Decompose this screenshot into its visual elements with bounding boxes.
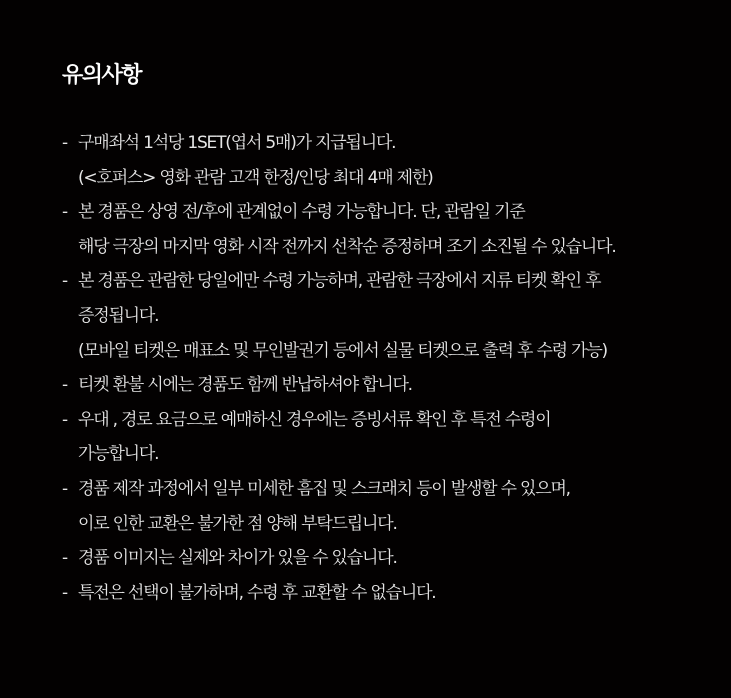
- bullet-dash: -: [62, 548, 67, 569]
- notice-line: [62, 195, 731, 230]
- notice-text: (<호퍼스> 영화 관람 고객 한정/인당 최대 4매 제한): [78, 167, 433, 188]
- notice-text: 경품 제작 과정에서 일부 미세한 흠집 및 스크래치 등이 발생할 수 있으며,: [78, 478, 570, 499]
- bullet-dash: -: [62, 133, 67, 153]
- notice-text: 증정됩니다.: [78, 305, 159, 326]
- notice-text: 특전은 선택이 불가하며, 수령 후 교환할 수 없습니다.: [78, 582, 436, 603]
- notice-line: [62, 541, 731, 576]
- bullet-dash: -: [62, 271, 67, 292]
- notice-line: [62, 368, 731, 403]
- notice-line-continued: [62, 507, 731, 542]
- notice-line: [62, 576, 731, 611]
- bullet-dash: -: [62, 375, 67, 396]
- notice-line-continued: [62, 334, 731, 369]
- notice-line-continued: [62, 437, 731, 472]
- notice-line: [62, 264, 731, 299]
- notice-line-continued: [62, 299, 731, 334]
- notice-text: 가능합니다.: [78, 444, 159, 465]
- notice-text: 본 경품은 상영 전/후에 관계없이 수령 가능합니다. 단, 관람일 기준: [78, 202, 525, 223]
- bullet-dash: -: [62, 582, 67, 603]
- bullet-dash: -: [62, 202, 67, 223]
- notice-line: [62, 403, 731, 438]
- notice-text: 우대 , 경로 요금으로 예매하신 경우에는 증빙서류 확인 후 특전 수령이: [78, 409, 551, 430]
- notice-line: [62, 126, 731, 161]
- notice-line: [62, 472, 731, 507]
- bullet-dash: -: [62, 478, 67, 499]
- notice-line-continued: [62, 230, 731, 265]
- notice-text: 경품 이미지는 실제와 차이가 있을 수 있습니다.: [78, 548, 397, 569]
- notice-text: 이로 인한 교환은 불가한 점 양해 부탁드립니다.: [78, 513, 397, 534]
- notice-line-continued: [62, 161, 731, 196]
- notice-text: 본 경품은 관람한 당일에만 수령 가능하며, 관람한 극장에서 지류 티켓 확인 후: [78, 271, 601, 292]
- notice-text: 해당 극장의 마지막 영화 시작 전까지 선착순 증정하며 조기 소진될 수 있습니다.: [78, 236, 616, 257]
- notice-list: [62, 126, 731, 610]
- notice-text: 티켓 환불 시에는 경품도 함께 반납하셔야 합니다.: [78, 375, 412, 396]
- notice-title: 유의사항: [62, 63, 142, 88]
- notice-text: 구매좌석 1석당 1SET(엽서 5매)가 지급됩니다.: [78, 133, 396, 153]
- bullet-dash: -: [62, 409, 67, 430]
- notice-text: (모바일 티켓은 매표소 및 무인발권기 등에서 실물 티켓으로 출력 후 수령 가능): [78, 340, 607, 361]
